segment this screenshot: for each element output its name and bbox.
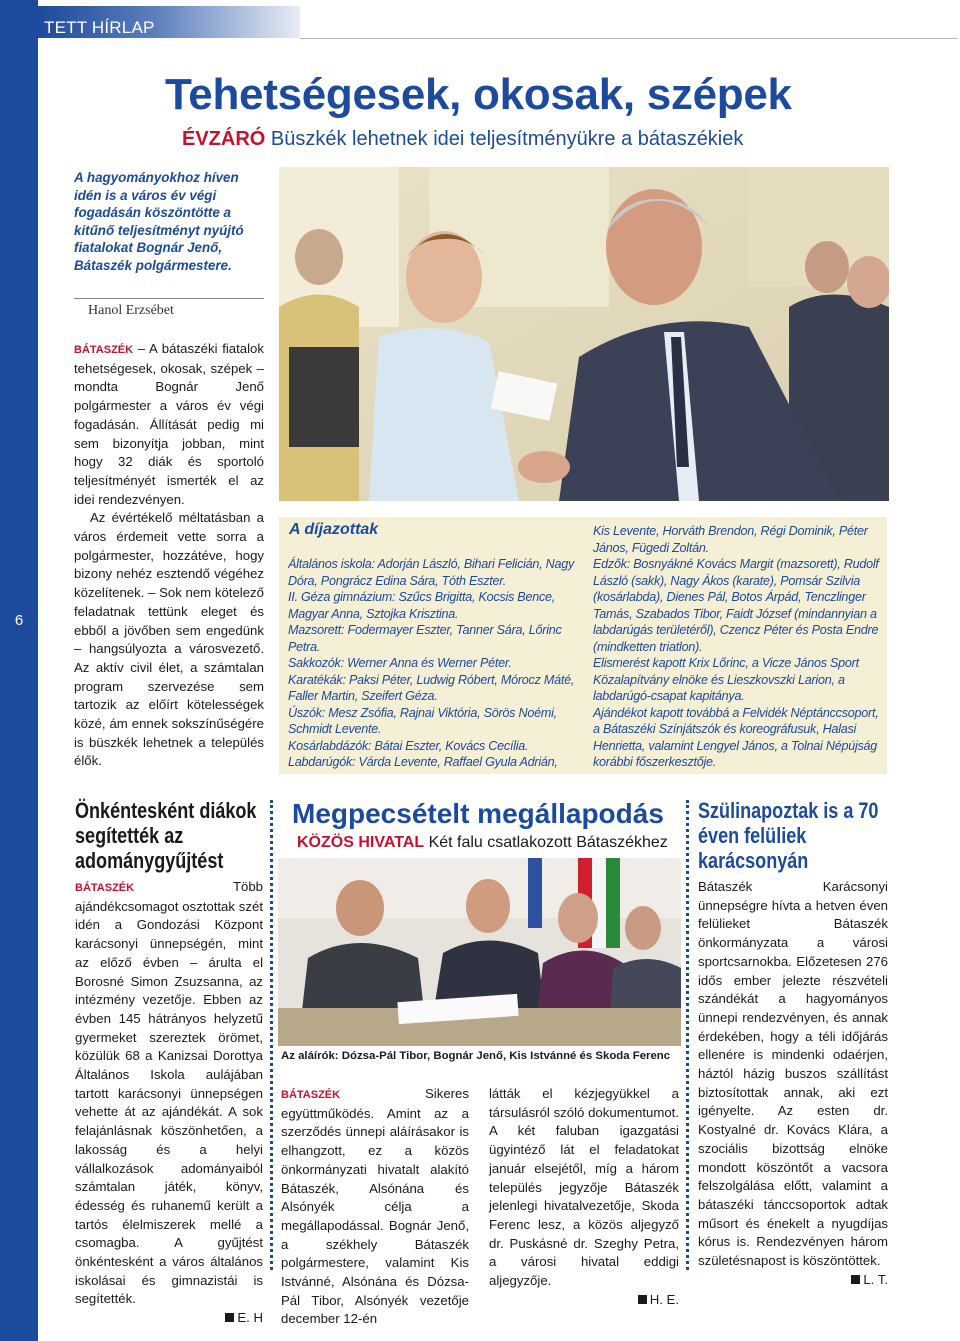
signing-photo [278, 858, 681, 1046]
story2-body-col-b [489, 1085, 679, 1309]
column-divider [270, 800, 273, 1270]
awards-column-a [288, 556, 575, 771]
kicker: KÖZÖS HIVATAL [297, 834, 425, 851]
story2-body-col-a [281, 1085, 469, 1329]
award-entry: Kosárlabdázók: Bátai Eszter, Kovács Cecília. [288, 738, 529, 753]
paragraph-text: – A bátaszéki fiatalok tehetségesek, okosak, szépek – mondta Bognár Jenő polgármester a város év végi fogadásán. Állítását pedig mi sem bizonyítja jobban, mint hogy 32 diák és sportoló teljesítményét ismerték el az idei rendezvényen. [74, 341, 264, 507]
story1-title: Önkéntesként diákok segítették az adománygyűjtést [75, 798, 257, 873]
award-entry: Mazsorett: Fodermayer Eszter, Tanner Sára, Lőrinc Petra. [288, 623, 562, 654]
signature [75, 1309, 263, 1328]
author-byline: Hanol Erzsébet [88, 303, 174, 318]
award-entry: Ajándékot kapott továbbá a Felvidék Néptánccsoport, a Bátaszéki Színjátszók és koreográfusuk, Halasi Henrietta, valamint Lengyel János, a Tolnai Népújság korábbi főszerkesztője. [593, 705, 879, 769]
subtitle-text: Büszkék lehetnek idei teljesítményükre a bátaszékiek [270, 128, 744, 150]
dateline: BÁTASZÉK [281, 1089, 341, 1101]
author-rule [74, 298, 264, 299]
awards-column-b [593, 523, 880, 771]
paragraph-text: Több ajándékcsomagot osztottak szét idén a Gondozási Központ karácsonyi ünnepségén, mint az előző évben – árulta el Borosné Simon Zsuzsanna, az intézmény vezetője. Ebben az évben 145 hátrányos helyzetű gyermeket szereztek örömet, közülük 68 a Kanizsai Dorottya Általános Iskola aulájában tartott karácsonyi ünnepségen vehette át az ajándékát. A sok felajánlásnak köszönhetően, a lakosság és a helyi vállalkozások adományaiból számtalan játék, könyv, édesség és ruhanemű került a tartós élelmiszerek mellé a csomagba. A gyűjtést önkéntesként a város általános iskolásai és gimnazistái is segítették. [75, 879, 263, 1307]
header-rule [300, 38, 958, 39]
end-square-icon [851, 1275, 860, 1284]
photo-caption: Az aláírók: Dózsa-Pál Tibor, Bognár Jenő, Kis Istvánné és Skoda Ferenc [281, 1050, 671, 1062]
award-entry: Elismerést kapott Krix Lőrinc, a Vicze János Sport Közalapítvány elnöke és Lieszkovszki Larion, a labdarúgó-csapat kapitánya. [593, 656, 859, 703]
award-entry: Sakkozók: Werner Anna és Werner Péter. [288, 656, 512, 670]
award-entry: Úszók: Mesz Zsófia, Rajnai Viktória, Sörös Noémi, Schmidt Levente. [288, 705, 557, 736]
page-number: 6 [14, 612, 24, 629]
article-subtitle [182, 128, 743, 151]
paragraph [281, 1085, 469, 1329]
column-divider [686, 800, 689, 1270]
paragraph: Az évértékelő méltatásban a város érdemeit vette sorra a polgármester, hozzátéve, hogy bizony nehéz esztendő végéhez közelítenek. – Sok nem kötelező feladatnak tettünk eleget és ebből a jövőben sem engedünk – hangsúlyozta a városvezető. Az aktív civil élet, a számtalan program szervezése sem tartozik az előírt kötelességek közé, ám ennek sokszínűségére is büszkék lehetnek a település élők. [74, 510, 264, 769]
award-entry: Karatékák: Paksi Péter, Ludwig Róbert, Mórocz Máté, Faller Martin, Szeifert Géza. [288, 672, 575, 703]
section-label: TETT HÍRLAP [44, 18, 155, 37]
story2-subtitle [297, 834, 668, 852]
story3-title: Szülinapoztak is a 70 éven felüliek karácsonyán [698, 798, 879, 873]
paragraph [75, 878, 263, 1309]
paragraph [74, 340, 264, 509]
story1-body [75, 878, 263, 1328]
article-body [74, 340, 264, 771]
article-lead: A hagyományokhoz híven idén is a város év végi fogadásán köszöntötte a kitűnő teljesítményt nyújtó fiatalokat Bognár Jenő, Bátaszék polgármestere. [74, 170, 244, 273]
signature-text: E. H [237, 1310, 263, 1326]
award-entry: Edzők: Bosnyákné Kovács Margit (mazsorett), Rudolf László (sakk), Nagy Ákos (karate), Pomsár Szilvia (kosárlabda), Dienes Pál, Botos Árpád, Tenczlinger Tamás, Szabados Tibor, Faidt József (mindannyian a labdarúgás területéről), Czencz Péter és Posta Endre (mindketten triatlon). [593, 557, 879, 654]
award-entry: II. Géza gimnázium: Szűcs Brigitta, Kocsis Bence, Magyar Anna, Sztojka Krisztina. [288, 590, 556, 621]
award-entry: Labdarúgók: Várda Levente, Raffael Gyula Adrián, [288, 755, 558, 769]
story2-title: Megpecsételt megállapodás [292, 798, 664, 829]
award-entry: Általános iskola: Adorján László, Bihari Felicián, Nagy Dóra, Pongrácz Edina Sára, Tóth Eszter. [288, 557, 575, 588]
paragraph: Bátaszék Karácsonyi ünnepségre hívta a hetven éven felülieket Bátaszék önkormányzata a városi sportcsarnokba. Előzetesen 276 idős ember jelezte részvételi szándékát a hagyományos ünnepi rendezvényen, és annak érdekében, hogy a téli időjárás ellenére is mindenki odaérjen, háztól házig buszos szállítást biztosítottak annak, aki ezt igényelte. Az esten dr. Kostyalné dr. Kovács Klára, a szociális bizottság elnöke mondott köszöntőt a vacsora felszolgálása előtt, valamint a bátaszéki tánccsoportok adtak műsort és énekelt a nyugdíjas kórus is. Rendezvényen három születésnapost is köszöntöttek. [698, 879, 888, 1269]
story3-body [698, 878, 888, 1289]
signature-text: L. T. [863, 1271, 888, 1287]
end-square-icon [638, 1295, 647, 1304]
page-side-bar [0, 0, 38, 1341]
paragraph-text: Sikeres együttműködés. Amint az a szerződés ünnepi aláírásakor is elhangzott, ez a közös önkormányzati hivatalt alakító Bátaszék, Alsónána és Alsónyék célja a megállapodással. Bognár Jenő, a székhely Bátaszék polgármestere, valamint Kis Istvánné, Alsónána és Dózsa-Pál Tibor, Alsónyék vezetője december 12-én [281, 1086, 469, 1327]
dateline: BÁTASZÉK [74, 344, 134, 356]
article-title: Tehetségesek, okosak, szépek [165, 70, 792, 119]
subtitle-text: Két falu csatlakozott Bátaszékhez [428, 834, 668, 851]
signature [698, 1271, 888, 1290]
signature-text: H. E. [649, 1291, 679, 1307]
end-square-icon [225, 1313, 234, 1322]
awards-title: A díjazottak [289, 521, 379, 538]
award-ceremony-photo [279, 167, 889, 501]
signature [489, 1291, 679, 1310]
award-entry: Kis Levente, Horváth Brendon, Régi Dominik, Péter János, Fügedi Zoltán. [593, 524, 868, 555]
paragraph: látták el kézjegyükkel a társulásról szóló dokumentumot. A két faluban igazgatási ügyintéző lát el feladatokat január elsejétől, míg a három település jegyzője Bátaszék jelenlegi hivatalvezetője, Skoda Ferenc lesz, a közös aljegyző dr. Puskásné dr. Szeghy Petra, a városi hivatal eddigi aljegyzője. [489, 1086, 679, 1289]
dateline: BÁTASZÉK [75, 882, 135, 894]
kicker: ÉVZÁRÓ [182, 128, 266, 150]
